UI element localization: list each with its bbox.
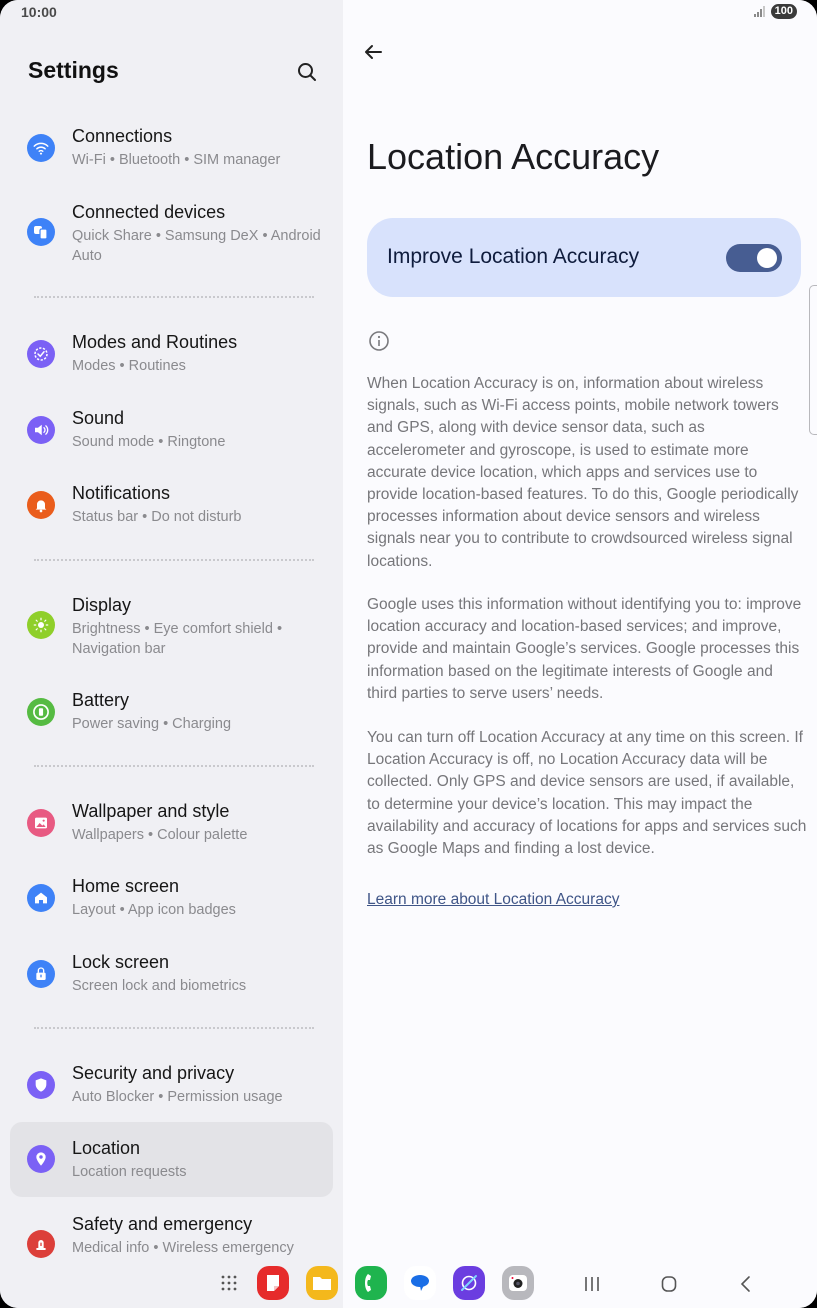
recents-icon xyxy=(583,1275,601,1293)
settings-item-notifications[interactable] xyxy=(10,477,333,537)
bell-icon xyxy=(27,491,55,519)
switch-knob xyxy=(757,248,777,268)
item-title: Location xyxy=(72,1138,141,1158)
item-subtitle: Modes • Routines xyxy=(72,358,186,374)
chat-bubble-icon xyxy=(409,1272,431,1294)
item-subtitle: Wallpapers • Colour palette xyxy=(72,827,248,843)
location-accuracy-panel xyxy=(343,0,817,1308)
status-indicators xyxy=(754,4,797,19)
item-subtitle: Auto Blocker • Permission usage xyxy=(72,1089,283,1105)
improve-location-accuracy-toggle-row[interactable] xyxy=(367,218,801,297)
apps-grid-button[interactable] xyxy=(213,1266,245,1300)
settings-item-connections[interactable] xyxy=(10,120,333,180)
description-paragraph: When Location Accuracy is on, information about wireless signals, such as Wi-Fi access points, mobile network towers and GPS, along with device sensor data, such as accelerometer and gyroscope, is used to estimate more accurate device location, which apps and services use to provide location-based features. To do this, Google periodically processes information about device sensors and wireless signals near you to contribute to crowdsourced wireless signal locations. xyxy=(367,375,799,570)
camera-app[interactable] xyxy=(502,1266,534,1300)
item-title: Display xyxy=(72,595,132,615)
settings-item-location[interactable] xyxy=(10,1122,333,1197)
camera-icon xyxy=(507,1272,529,1294)
settings-item-lock-screen[interactable] xyxy=(10,946,333,1006)
shield-icon xyxy=(27,1071,55,1099)
item-subtitle: Layout • App icon badges xyxy=(72,902,236,918)
item-subtitle: Sound mode • Ringtone xyxy=(72,434,226,450)
item-title: Notifications xyxy=(72,483,171,503)
samsung-notes-app[interactable] xyxy=(257,1266,289,1300)
settings-item-display[interactable] xyxy=(10,589,333,665)
item-title: Connected devices xyxy=(72,202,226,222)
section-divider xyxy=(34,559,314,561)
search-icon xyxy=(295,60,319,84)
item-title: Connections xyxy=(72,126,173,146)
section-divider xyxy=(34,1027,314,1029)
improve-location-accuracy-switch[interactable] xyxy=(726,244,782,272)
settings-item-modes-routines[interactable] xyxy=(10,326,333,386)
item-subtitle: Quick Share • Samsung DeX • Android Auto xyxy=(72,228,321,264)
location-pin-icon xyxy=(27,1145,55,1173)
emergency-icon xyxy=(27,1230,55,1258)
nav-back-button[interactable] xyxy=(734,1272,758,1296)
settings-item-home-screen[interactable] xyxy=(10,870,333,930)
item-title: Wallpaper and style xyxy=(72,801,230,821)
item-subtitle: Medical info • Wireless emergency xyxy=(72,1240,294,1256)
home-icon xyxy=(27,884,55,912)
settings-item-sound[interactable] xyxy=(10,402,333,462)
item-subtitle: Location requests xyxy=(72,1164,187,1180)
battery-icon xyxy=(27,698,55,726)
settings-item-wallpaper[interactable] xyxy=(10,795,333,855)
internet-app[interactable] xyxy=(453,1266,485,1300)
item-subtitle: Status bar • Do not disturb xyxy=(72,509,242,525)
info-icon xyxy=(368,330,390,352)
phone-icon xyxy=(364,1273,378,1293)
signal-icon xyxy=(754,6,765,17)
item-title: Modes and Routines xyxy=(72,332,238,352)
messages-app[interactable] xyxy=(404,1266,436,1300)
item-subtitle: Power saving • Charging xyxy=(72,716,232,732)
description-paragraph: Google uses this information without identifying you to: improve location accuracy and location-based services; and improve, provide and maintain Google’s services. Google processes this information based on the legitimate interests of Google and third parties to serve users’ needs. xyxy=(367,596,802,702)
item-title: Battery xyxy=(72,690,130,710)
scroll-indicator[interactable] xyxy=(809,285,817,435)
back-button[interactable] xyxy=(361,40,385,64)
arrow-left-icon xyxy=(361,40,385,64)
section-divider xyxy=(34,765,314,767)
toggle-label: Improve Location Accuracy xyxy=(387,245,640,268)
home-button[interactable] xyxy=(657,1272,681,1296)
home-nav-icon xyxy=(660,1275,678,1293)
item-title: Safety and emergency xyxy=(72,1214,253,1234)
apps-grid-icon xyxy=(220,1274,238,1292)
settings-list-panel xyxy=(0,0,343,1308)
wifi-icon xyxy=(27,134,55,162)
sun-icon xyxy=(27,611,55,639)
page-title: Location Accuracy xyxy=(367,136,660,177)
recents-button[interactable] xyxy=(580,1272,604,1296)
status-time: 10:00 xyxy=(21,4,57,20)
search-button[interactable] xyxy=(295,60,319,84)
globe-orbit-icon xyxy=(458,1272,480,1294)
item-subtitle: Brightness • Eye comfort shield • Navigation bar xyxy=(72,621,283,657)
item-title: Security and privacy xyxy=(72,1063,235,1083)
routines-icon xyxy=(27,340,55,368)
settings-title: Settings xyxy=(28,57,119,83)
phone-app[interactable] xyxy=(355,1266,387,1300)
chevron-left-icon xyxy=(737,1275,755,1293)
settings-item-battery[interactable] xyxy=(10,684,333,744)
learn-more-link[interactable]: Learn more about Location Accuracy xyxy=(367,891,620,908)
section-divider xyxy=(34,296,314,298)
item-title: Sound xyxy=(72,408,125,428)
wallpaper-icon xyxy=(27,809,55,837)
item-subtitle: Wi-Fi • Bluetooth • SIM manager xyxy=(72,152,281,168)
taskbar xyxy=(0,1266,817,1302)
item-title: Home screen xyxy=(72,876,180,896)
folder-icon xyxy=(312,1275,332,1291)
my-files-app[interactable] xyxy=(306,1266,338,1300)
sound-icon xyxy=(27,416,55,444)
lock-icon xyxy=(27,960,55,988)
item-title: Lock screen xyxy=(72,952,170,972)
devices-icon xyxy=(27,218,55,246)
description-paragraph: You can turn off Location Accuracy at any time on this screen. If Location Accuracy is off, no Location Accuracy data will be collected. Only GPS and device sensors are used, if available, to determine your device’s location. This may impact the availability and accuracy of locations for apps and services such as Google Maps and finding a lost device. xyxy=(367,729,807,858)
settings-item-connected-devices[interactable] xyxy=(10,196,333,272)
item-subtitle: Screen lock and biometrics xyxy=(72,978,247,994)
settings-item-safety-emergency[interactable] xyxy=(10,1208,333,1268)
battery-level: 100 xyxy=(771,4,797,19)
settings-item-security-privacy[interactable] xyxy=(10,1057,333,1117)
notes-icon xyxy=(265,1274,281,1292)
